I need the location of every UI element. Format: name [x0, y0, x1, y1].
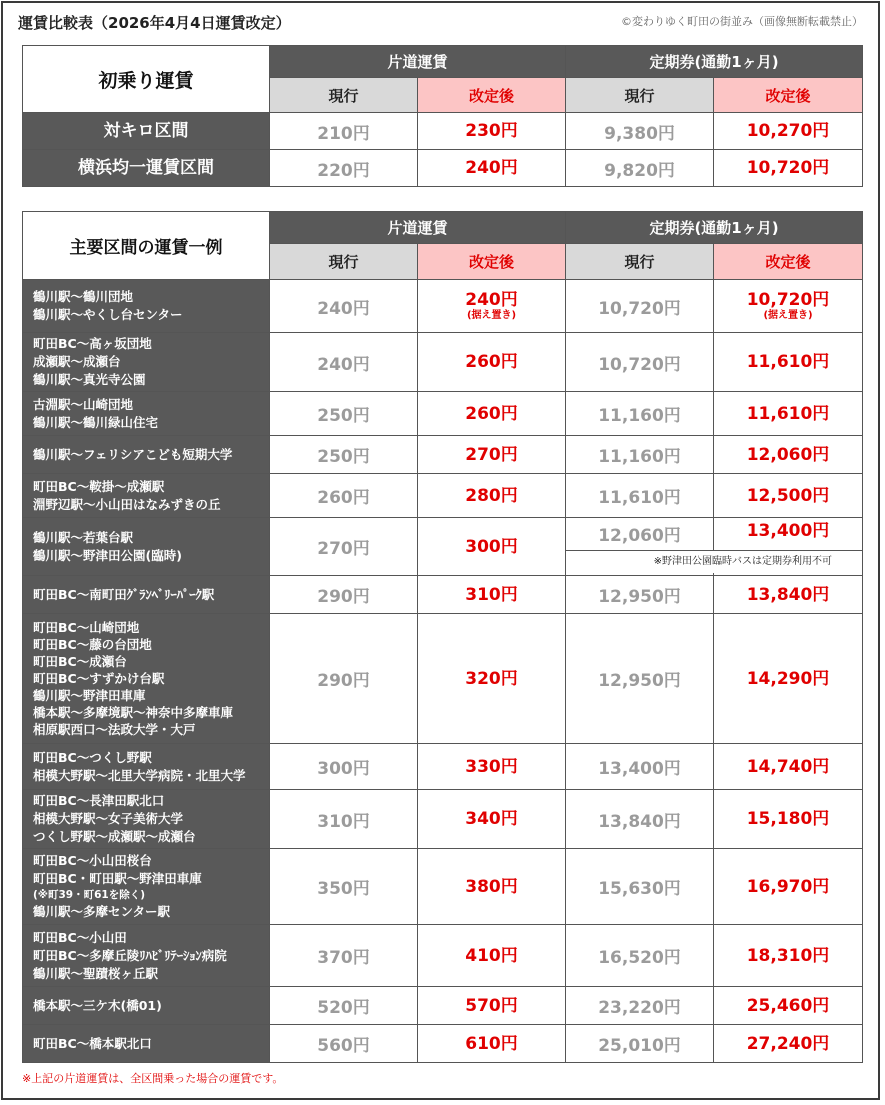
current-single-fare: 250円 — [270, 392, 418, 436]
revised-single-fare — [418, 987, 566, 1025]
main-route-fare-table — [22, 211, 863, 1063]
table-row — [23, 113, 863, 150]
table-row — [23, 436, 863, 474]
route-line: 鶴川駅～野津田車庫 — [33, 688, 146, 703]
revised-pass-fare-value: 14,740円 — [746, 756, 830, 777]
revised-pass-fare-value: 16,970円 — [746, 876, 830, 897]
copyright-notice: ©変わりゆく町田の街並み（画像無断転載禁止） — [621, 15, 863, 28]
route-line: 鶴川駅～やくし台センター — [33, 307, 183, 322]
route-line: 町田BC～多摩丘陵ﾘﾊﾋﾞﾘﾃｰｼｮﾝ病院 — [33, 947, 227, 963]
table2-corner-heading: 主要区間の運賃一例 — [23, 212, 270, 280]
revised-single-fare — [418, 518, 566, 576]
header-current: 現行 — [566, 244, 714, 280]
current-pass-fare: 11,160円 — [566, 392, 714, 436]
current-single-fare: 560円 — [270, 1025, 418, 1063]
route-line: 古淵駅～山崎団地 — [33, 396, 134, 412]
route-label — [23, 744, 270, 790]
revised-pass-fare-value: 11,610円 — [746, 403, 830, 424]
revised-single-fare: 230円 — [418, 113, 566, 150]
current-single-fare: 300円 — [270, 744, 418, 790]
revised-pass-fare — [714, 474, 863, 518]
revised-single-fare — [418, 436, 566, 474]
revised-pass-fare-value: 25,460円 — [746, 995, 830, 1016]
route-line: 町田BC～小山田 — [33, 929, 127, 945]
current-pass-fare: 12,950円 — [566, 576, 714, 614]
route-line: 町田BC～小山田桜台 — [33, 853, 152, 868]
route-line: 淵野辺駅～小山田はなみずきの丘 — [33, 496, 221, 512]
revised-single-fare — [418, 333, 566, 392]
route-label — [23, 790, 270, 849]
current-single-fare: 250円 — [270, 436, 418, 474]
revised-pass-fare — [714, 436, 863, 474]
current-pass-fare: 10,720円 — [566, 280, 714, 333]
current-single-fare: 310円 — [270, 790, 418, 849]
revised-single-fare-value: 610円 — [465, 1033, 518, 1054]
revised-single-fare-value: 330円 — [465, 756, 518, 777]
route-label — [23, 614, 270, 744]
route-label — [23, 518, 270, 576]
current-pass-fare: 9,820円 — [566, 150, 714, 187]
table-row — [23, 150, 863, 187]
revised-single-fare: 240円 — [418, 150, 566, 187]
revised-pass-fare-value: 27,240円 — [746, 1033, 830, 1054]
revised-single-fare-value: 240円 — [465, 290, 518, 310]
revised-single-fare-value: 300円 — [465, 536, 518, 557]
current-pass-fare: 9,380円 — [566, 113, 714, 150]
revised-pass-fare-value: 11,610円 — [746, 352, 830, 372]
route-line: 町田BC～成瀬台 — [33, 654, 127, 669]
route-line: 相模大野駅～北里大学病院・北里大学 — [33, 767, 246, 783]
header-single-fare: 片道運賃 — [270, 212, 566, 244]
revised-pass-fare — [714, 333, 863, 392]
route-line: 町田BC～山崎団地 — [33, 620, 140, 635]
table-row — [23, 790, 863, 849]
table-row — [23, 987, 863, 1025]
route-line: 相模大野駅～女子美術大学 — [33, 811, 184, 826]
revised-single-fare — [418, 576, 566, 614]
revised-pass-fare — [714, 280, 863, 333]
header-revised: 改定後 — [714, 244, 863, 280]
fare-held-note: (据え置き) — [466, 310, 517, 321]
header-current: 現行 — [566, 78, 714, 113]
route-line: 町田BC～藤の台団地 — [33, 637, 152, 652]
current-pass-fare: 13,840円 — [566, 790, 714, 849]
route-line: つくし野駅～成瀬駅～成瀬台 — [33, 829, 196, 844]
revised-pass-fare — [714, 614, 863, 744]
revised-pass-fare-value: 13,840円 — [746, 584, 830, 605]
route-line: 町田BC～つくし野駅 — [33, 749, 152, 765]
route-line: 成瀬駅～成瀬台 — [33, 354, 121, 369]
header-commuter-pass: 定期券(通勤1ヶ月) — [566, 212, 863, 244]
table-row — [23, 744, 863, 790]
table-row — [23, 392, 863, 436]
route-line: 鶴川駅～真光寺公園 — [33, 372, 146, 387]
current-single-fare: 520円 — [270, 987, 418, 1025]
revised-single-fare — [418, 790, 566, 849]
revised-pass-fare — [714, 392, 863, 436]
route-label — [23, 392, 270, 436]
revised-single-fare — [418, 925, 566, 987]
route-line: 町田BC～すずかけ台駅 — [33, 671, 165, 686]
revised-pass-fare-value: 14,290円 — [746, 668, 830, 689]
route-label — [23, 474, 270, 518]
current-pass-fare: 11,160円 — [566, 436, 714, 474]
route-line: 町田BC～長津田駅北口 — [33, 793, 165, 808]
revised-pass-fare — [714, 987, 863, 1025]
current-pass-fare-value: 12,060円 — [598, 526, 681, 546]
header-revised: 改定後 — [418, 244, 566, 280]
revised-single-fare-value: 310円 — [465, 584, 518, 605]
header-current: 現行 — [270, 244, 418, 280]
revised-pass-fare — [714, 790, 863, 849]
revised-single-fare — [418, 392, 566, 436]
revised-pass-fare: 10,270円 — [714, 113, 863, 150]
revised-single-fare-value: 340円 — [465, 809, 518, 829]
header-revised: 改定後 — [418, 78, 566, 113]
current-single-fare: 220円 — [270, 150, 418, 187]
route-line: (※町39・町61を除く) — [33, 889, 146, 901]
page-title: 運賃比較表（2026年4月4日運賃改定） — [18, 14, 291, 32]
current-pass-fare: 13,400円 — [566, 744, 714, 790]
route-label — [23, 987, 270, 1025]
current-single-fare: 350円 — [270, 849, 418, 925]
current-pass-fare: 16,520円 — [566, 925, 714, 987]
revised-single-fare-value: 260円 — [465, 403, 518, 424]
route-line: 橋本駅～三ケ木(橋01) — [33, 997, 162, 1013]
revised-pass-fare-value: 13,400円 — [746, 521, 830, 541]
route-line: 相原駅西口～法政大学・大戸 — [33, 722, 196, 737]
route-line: 町田BC～鞍掛～成瀬駅 — [33, 478, 165, 494]
revised-pass-fare — [714, 849, 863, 925]
current-single-fare: 290円 — [270, 614, 418, 744]
route-line: 町田BC・町田駅～野津田車庫 — [33, 871, 202, 886]
route-line: 鶴川駅～野津田公園(臨時) — [33, 547, 182, 563]
table-row — [23, 614, 863, 744]
route-line: 町田BC～橋本駅北口 — [33, 1035, 152, 1051]
revised-pass-fare-value: 15,180円 — [746, 809, 830, 829]
revised-single-fare — [418, 280, 566, 333]
route-label: 横浜均一運賃区間 — [23, 150, 270, 187]
route-label — [23, 1025, 270, 1063]
current-single-fare: 260円 — [270, 474, 418, 518]
current-pass-fare: 15,630円 — [566, 849, 714, 925]
table-row — [23, 925, 863, 987]
revised-single-fare — [418, 849, 566, 925]
route-line: 鶴川駅～聖蹟桜ヶ丘駅 — [33, 965, 159, 981]
revised-pass-fare: 10,720円 — [714, 150, 863, 187]
table-row — [23, 280, 863, 333]
table-row — [23, 333, 863, 392]
route-line: 鶴川駅～フェリシアこども短期大学 — [33, 446, 233, 462]
revised-pass-fare-value: 12,500円 — [746, 485, 830, 506]
revised-pass-fare — [714, 744, 863, 790]
table-row — [23, 1025, 863, 1063]
route-line: 鶴川駅～鶴川団地 — [33, 289, 134, 304]
route-label: 対キロ区間 — [23, 113, 270, 150]
current-pass-fare: 10,720円 — [566, 333, 714, 392]
table2-body — [23, 280, 863, 1063]
route-line: 町田BC～高ヶ坂団地 — [33, 336, 152, 351]
revised-single-fare — [418, 474, 566, 518]
current-single-fare: 210円 — [270, 113, 418, 150]
route-label — [23, 576, 270, 614]
revised-single-fare-value: 270円 — [465, 444, 518, 465]
header-current: 現行 — [270, 78, 418, 113]
revised-single-fare-value: 410円 — [465, 945, 518, 966]
header-single-fare: 片道運賃 — [270, 46, 566, 78]
revised-single-fare-value: 260円 — [465, 352, 518, 372]
revised-single-fare — [418, 744, 566, 790]
revised-single-fare — [418, 614, 566, 744]
route-line: 鶴川駅～多摩センター駅 — [33, 904, 171, 919]
current-single-fare: 290円 — [270, 576, 418, 614]
table-row — [23, 576, 863, 614]
revised-pass-fare — [714, 576, 863, 614]
revised-pass-fare-value: 18,310円 — [746, 945, 830, 966]
route-line: 橋本駅～多摩境駅～神奈中多摩車庫 — [33, 705, 234, 720]
current-pass-fare: 23,220円 — [566, 987, 714, 1025]
current-pass-fare: 12,950円 — [566, 614, 714, 744]
table1-corner-heading: 初乗り運賃 — [23, 46, 270, 113]
current-single-fare: 270円 — [270, 518, 418, 576]
table-row — [23, 518, 863, 576]
header-commuter-pass: 定期券(通勤1ヶ月) — [566, 46, 863, 78]
current-single-fare: 370円 — [270, 925, 418, 987]
route-label — [23, 436, 270, 474]
current-pass-fare: 25,010円 — [566, 1025, 714, 1063]
current-single-fare: 240円 — [270, 280, 418, 333]
revised-single-fare-value: 570円 — [465, 995, 518, 1016]
route-label — [23, 333, 270, 392]
revised-single-fare-value: 280円 — [465, 485, 518, 506]
current-single-fare: 240円 — [270, 333, 418, 392]
route-label — [23, 280, 270, 333]
current-pass-fare: 11,610円 — [566, 474, 714, 518]
table1-body — [23, 113, 863, 187]
footnote: ※上記の片道運賃は、全区間乗った場合の運賃です。 — [22, 1072, 284, 1085]
revised-single-fare — [418, 1025, 566, 1063]
revised-pass-fare-value: 10,720円 — [746, 290, 830, 310]
route-line: 鶴川駅～鶴川緑山住宅 — [33, 414, 159, 430]
revised-single-fare-value: 380円 — [465, 876, 518, 897]
pass-unavailable-note: ※野津田公園臨時バスは定期券利用不可 — [566, 550, 862, 573]
revised-pass-fare — [714, 1025, 863, 1063]
table-row — [23, 849, 863, 925]
revised-pass-fare-value: 12,060円 — [746, 444, 830, 465]
table-row — [23, 474, 863, 518]
route-line: 町田BC～南町田ｸﾞﾗﾝﾍﾞﾘｰﾊﾟｰｸ駅 — [33, 586, 215, 602]
header-revised: 改定後 — [714, 78, 863, 113]
revised-single-fare-value: 320円 — [465, 668, 518, 689]
initial-fare-table — [22, 45, 863, 187]
revised-pass-fare — [714, 925, 863, 987]
route-line: 鶴川駅～若葉台駅 — [33, 529, 134, 545]
route-label — [23, 849, 270, 925]
fare-held-note: (据え置き) — [763, 310, 813, 321]
route-label — [23, 925, 270, 987]
